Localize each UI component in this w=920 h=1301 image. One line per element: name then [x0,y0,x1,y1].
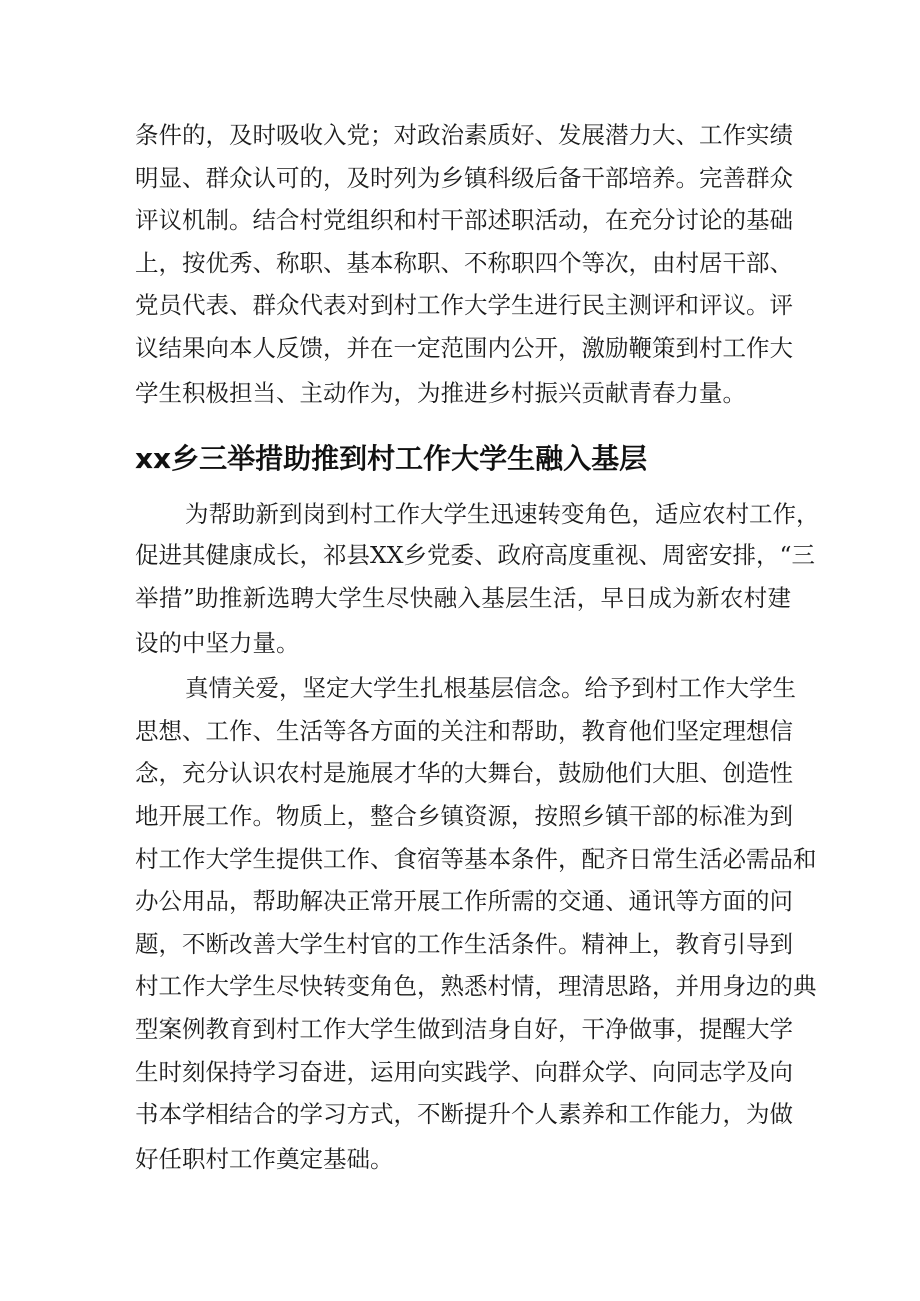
text-line: 村工作大学生提供工作、食宿等基本条件，配齐日常生活必需品和 [135,845,817,873]
text-line: 明显、群众认可的，及时列为乡镇科级后备干部培养。完善群众 [135,164,793,192]
text-line: 村工作大学生尽快转变角色，熟悉村情，理清思路，并用身边的典 [135,972,817,1000]
text-line: 议结果向本人反馈，并在一定范围内公开，激励鞭策到村工作大 [135,334,793,362]
text-line: 书本学相结合的学习方式，不断提升个人素养和工作能力，为做 [135,1100,793,1128]
section-heading: xx乡三举措助推到村工作大学生融入基层 [135,442,648,475]
text-line: 型案例教育到村工作大学生做到洁身自好，干净做事，提醒大学 [135,1015,793,1043]
text-line: 学生积极担当、主动作为，为推进乡村振兴贡献青春力量。 [135,379,746,407]
text-line: 地开展工作。物质上，整合乡镇资源，按照乡镇干部的标准为到 [135,802,793,830]
text-line: 真情关爱，坚定大学生扎根基层信念。给予到村工作大学生 [185,674,796,702]
text-line: 好任职村工作奠定基础。 [135,1145,394,1173]
text-line: 评议机制。结合村党组织和村干部述职活动，在充分讨论的基础 [135,206,793,234]
text-line: 题，不断改善大学生村官的工作生活条件。精神上，教育引导到 [135,930,793,958]
text-line: 上，按优秀、称职、基本称职、不称职四个等次，由村居干部、 [135,249,793,277]
text-line: 促进其健康成长，祁县XX乡党委、政府高度重视、周密安排，“三 [135,541,815,569]
text-line: 为帮助新到岗到村工作大学生迅速转变角色，适应农村工作， [185,500,820,528]
text-line: 党员代表、群众代表对到村工作大学生进行民主测评和评议。评 [135,291,793,319]
text-line: 办公用品，帮助解决正常开展工作所需的交通、通讯等方面的问 [135,887,793,915]
text-line: 思想、工作、生活等各方面的关注和帮助，教育他们坚定理想信 [135,717,793,745]
text-line: 生时刻保持学习奋进，运用向实践学、向群众学、向同志学及向 [135,1058,793,1086]
text-line: 念，充分认识农村是施展才华的大舞台，鼓励他们大胆、创造性 [135,759,793,787]
text-line: 设的中坚力量。 [135,629,300,657]
text-line: 条件的，及时吸收入党；对政治素质好、发展潜力大、工作实绩 [135,121,793,149]
text-line: 举措”助推新选聘大学生尽快融入基层生活，早日成为新农村建 [135,584,791,612]
